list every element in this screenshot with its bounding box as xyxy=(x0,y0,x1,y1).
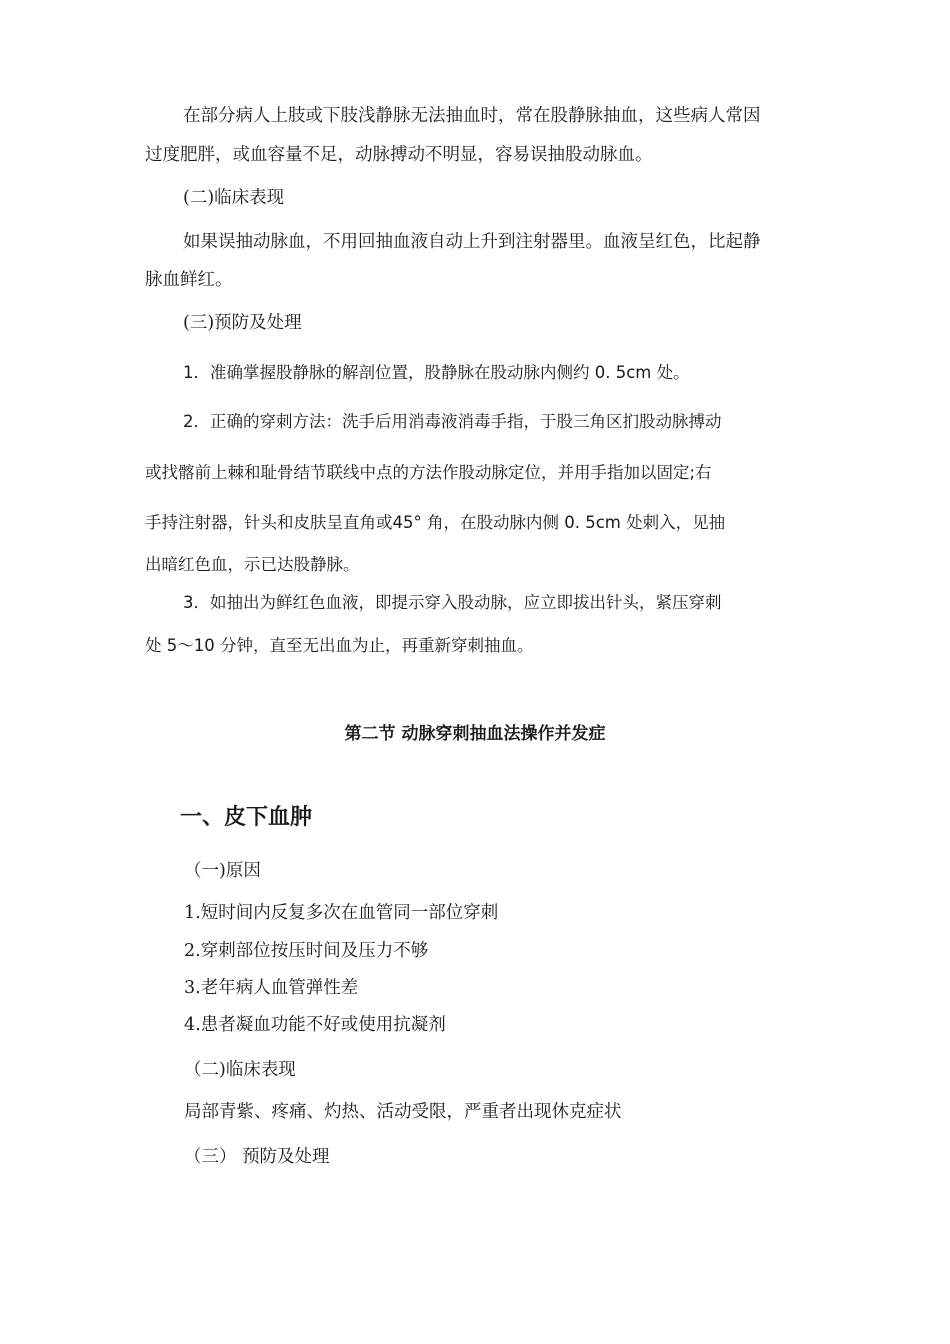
clinical-text: 局部青紫、疼痛、灼热、活动受限，严重者出现休克症状 xyxy=(184,1102,622,1122)
list-item: 1．准确掌握股静脉的解剖位置，股静脉在股动脉内侧约 0. 5cm 处。 xyxy=(183,363,690,382)
list-item: 2．正确的穿刺方法：洗手后用消毒液消毒手指，于股三角区扪股动脉搏动 xyxy=(183,412,722,431)
subheading-prevention: (三)预防及处理 xyxy=(183,313,302,333)
list-item: 3．如抽出为鲜红色血液，即提示穿入股动脉，应立即拔出针头，紧压穿刺 xyxy=(183,593,722,612)
paragraph-line: 脉血鲜红。 xyxy=(145,270,233,290)
section-title: 一、皮下血肿 xyxy=(180,805,313,830)
cause-item: 4.患者凝血功能不好或使用抗凝剂 xyxy=(184,1015,446,1035)
cause-item: 1.短时间内反复多次在血管同一部位穿刺 xyxy=(184,903,499,923)
paragraph-line: 过度肥胖，或血容量不足，动脉搏动不明显，容易误抽股动脉血。 xyxy=(145,145,653,165)
section-heading: 第二节 动脉穿刺抽血法操作并发症 xyxy=(344,724,606,744)
list-item-continuation: 出暗红色血，示已达股静脉。 xyxy=(145,555,360,574)
list-item-continuation: 处 5～10 分钟，直至无出血为止，再重新穿刺抽血。 xyxy=(145,636,534,655)
subheading-prevention: （三） 预防及处理 xyxy=(184,1147,330,1167)
paragraph-line: 在部分病人上肢或下肢浅静脉无法抽血时，常在股静脉抽血，这些病人常因 xyxy=(183,106,761,126)
cause-item: 3.老年病人血管弹性差 xyxy=(184,978,359,998)
paragraph-line: 如果误抽动脉血，不用回抽血液自动上升到注射器里。血液呈红色，比起静 xyxy=(183,232,761,252)
list-item-continuation: 或找髂前上棘和耻骨结节联线中点的方法作股动脉定位，并用手指加以固定;右 xyxy=(145,463,712,482)
list-item-continuation: 手持注射器，针头和皮肤呈直角或45° 角，在股动脉内侧 0. 5cm 处刺入，见抽 xyxy=(145,513,726,532)
subheading-clinical: （二)临床表现 xyxy=(184,1060,296,1080)
subheading-cause: （一)原因 xyxy=(184,861,261,881)
cause-item: 2.穿刺部位按压时间及压力不够 xyxy=(184,941,429,961)
subheading-clinical: (二)临床表现 xyxy=(183,188,285,208)
